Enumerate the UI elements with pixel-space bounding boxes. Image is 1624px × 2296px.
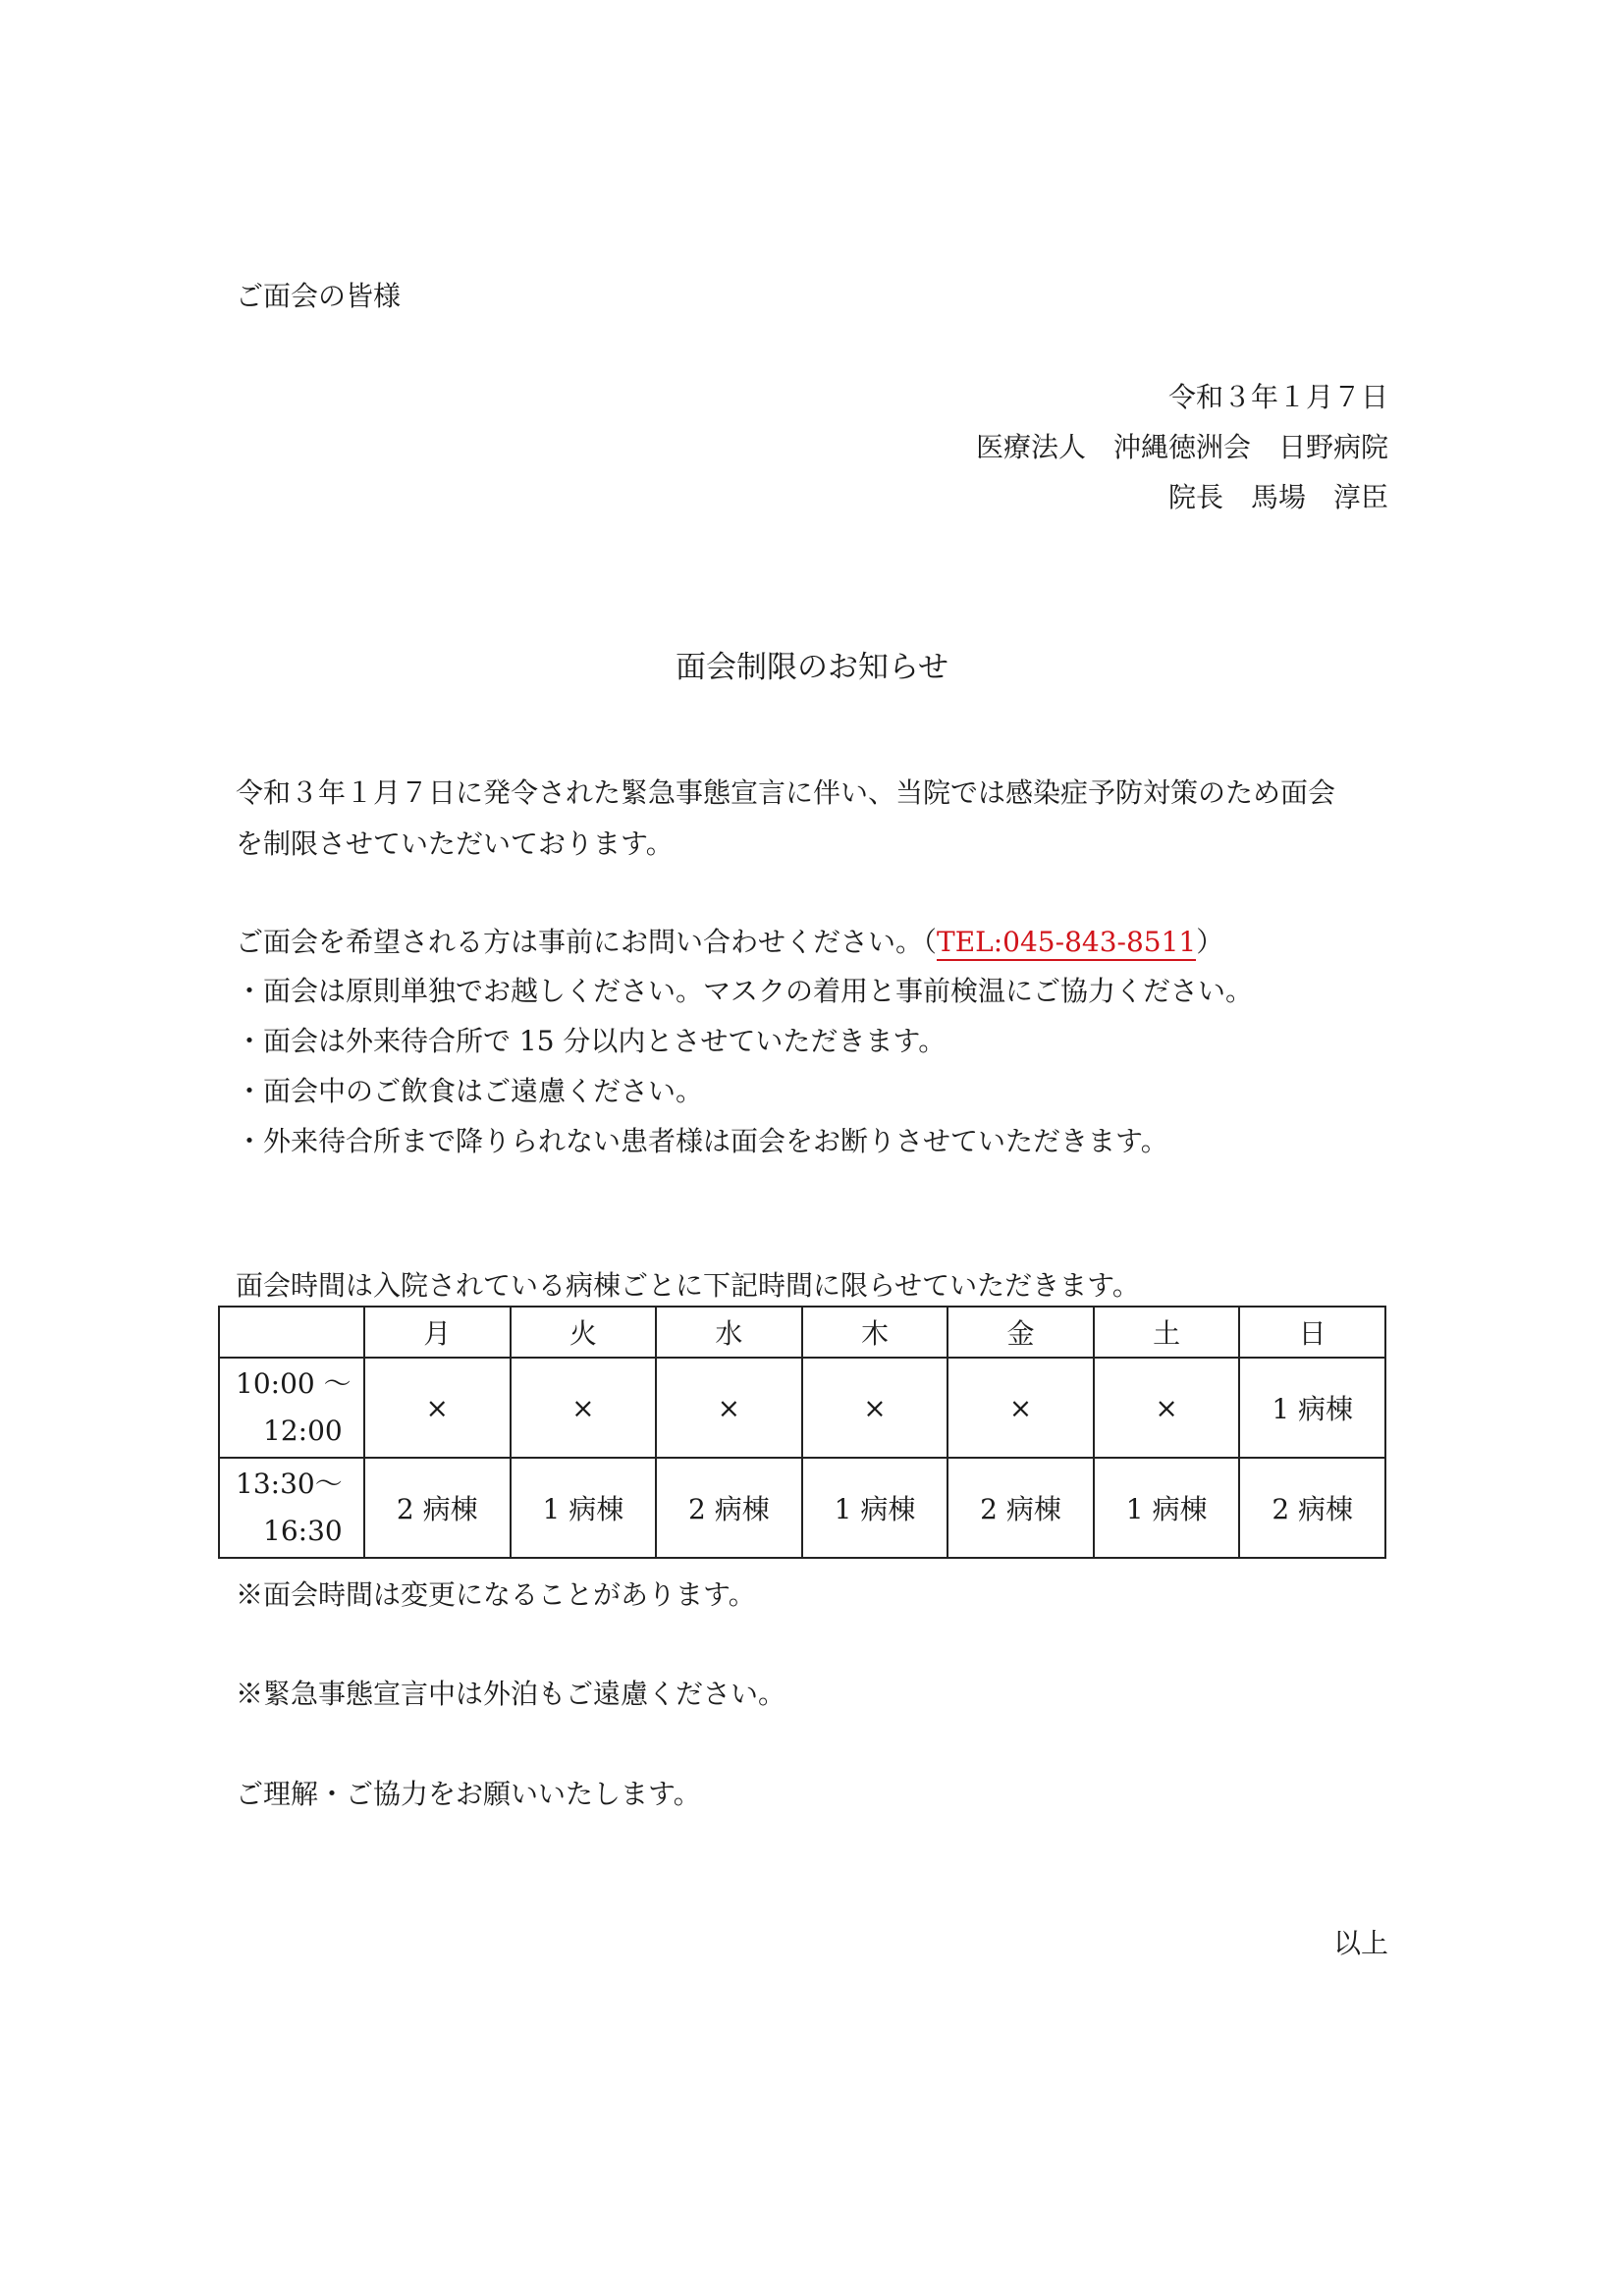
intro-line-2: を制限させていただいております。 bbox=[236, 828, 674, 860]
schedule-cell: 1 病棟 bbox=[1239, 1358, 1385, 1458]
schedule-cell: × bbox=[802, 1358, 948, 1458]
schedule-cell: 2 病棟 bbox=[364, 1458, 511, 1558]
table-header-row bbox=[219, 1307, 1385, 1358]
day-header: 日 bbox=[1239, 1307, 1385, 1358]
director-name: 院長 馬場 淳臣 bbox=[1167, 481, 1388, 513]
thanks-message: ご理解・ご協力をお願いいたします。 bbox=[236, 1778, 701, 1810]
schedule-cell: 2 病棟 bbox=[947, 1458, 1094, 1558]
schedule-cell: 1 病棟 bbox=[511, 1458, 657, 1558]
day-header: 土 bbox=[1094, 1307, 1240, 1358]
schedule-cell: 1 病棟 bbox=[802, 1458, 948, 1558]
day-header: 水 bbox=[656, 1307, 802, 1358]
visiting-schedule-table bbox=[218, 1306, 1386, 1559]
phone-link[interactable]: TEL:045-843-8511 bbox=[937, 926, 1196, 961]
contact-open-paren: （ bbox=[923, 926, 938, 958]
day-header: 月 bbox=[364, 1307, 511, 1358]
issue-date: 令和３年１月７日 bbox=[1167, 381, 1388, 413]
schedule-caption: 面会時間は入院されている病棟ごとに下記時間に限らせていただきます。 bbox=[236, 1269, 1140, 1302]
time-slot-end: 12:00 bbox=[263, 1415, 343, 1447]
schedule-cell: × bbox=[511, 1358, 657, 1458]
schedule-cell: 2 病棟 bbox=[656, 1458, 802, 1558]
organization-name: 医療法人 沖縄徳洲会 日野病院 bbox=[975, 431, 1388, 463]
contact-close-paren: ） bbox=[1196, 926, 1224, 958]
table-corner-cell bbox=[219, 1307, 364, 1358]
schedule-cell: × bbox=[656, 1358, 802, 1458]
contact-text: ご面会を希望される方は事前にお問い合わせください。 bbox=[236, 926, 924, 958]
rule-item: ・面会は原則単独でお越しください。マスクの着用と事前検温にご協力ください。 bbox=[236, 975, 1254, 1007]
notice-title: 面会制限のお知らせ bbox=[675, 650, 949, 685]
table-row bbox=[219, 1358, 1385, 1458]
intro-line-1: 令和３年１月７日に発令された緊急事態宣言に伴い、当院では感染症予防対策のため面会 bbox=[236, 776, 1336, 809]
table-row bbox=[219, 1458, 1385, 1558]
rule-item: ・外来待合所まで降りられない患者様は面会をお断りさせていただきます。 bbox=[236, 1125, 1168, 1157]
schedule-cell: × bbox=[364, 1358, 511, 1458]
overnight-note: ※緊急事態宣言中は外泊もご遠慮ください。 bbox=[236, 1678, 786, 1710]
day-header: 火 bbox=[511, 1307, 657, 1358]
time-slot-end: 16:30 bbox=[263, 1515, 343, 1547]
rule-item: ・面会は外来待合所で 15 分以内とさせていただきます。 bbox=[236, 1025, 947, 1057]
contact-line bbox=[236, 923, 1223, 962]
time-slot-cell bbox=[219, 1458, 364, 1558]
day-header: 金 bbox=[947, 1307, 1094, 1358]
rule-item: ・面会中のご飲食はご遠慮ください。 bbox=[236, 1075, 704, 1107]
schedule-cell: 1 病棟 bbox=[1094, 1458, 1240, 1558]
schedule-cell: × bbox=[947, 1358, 1094, 1458]
time-slot-start: 10:00 ～ bbox=[236, 1367, 352, 1400]
time-slot-start: 13:30～ bbox=[236, 1468, 343, 1500]
day-header: 木 bbox=[802, 1307, 948, 1358]
closing-mark: 以上 bbox=[1332, 1927, 1388, 1959]
schedule-cell: 2 病棟 bbox=[1239, 1458, 1385, 1558]
salutation: ご面会の皆様 bbox=[236, 280, 402, 312]
time-change-note: ※面会時間は変更になることがあります。 bbox=[236, 1578, 756, 1611]
schedule-cell: × bbox=[1094, 1358, 1240, 1458]
time-slot-cell bbox=[219, 1358, 364, 1458]
